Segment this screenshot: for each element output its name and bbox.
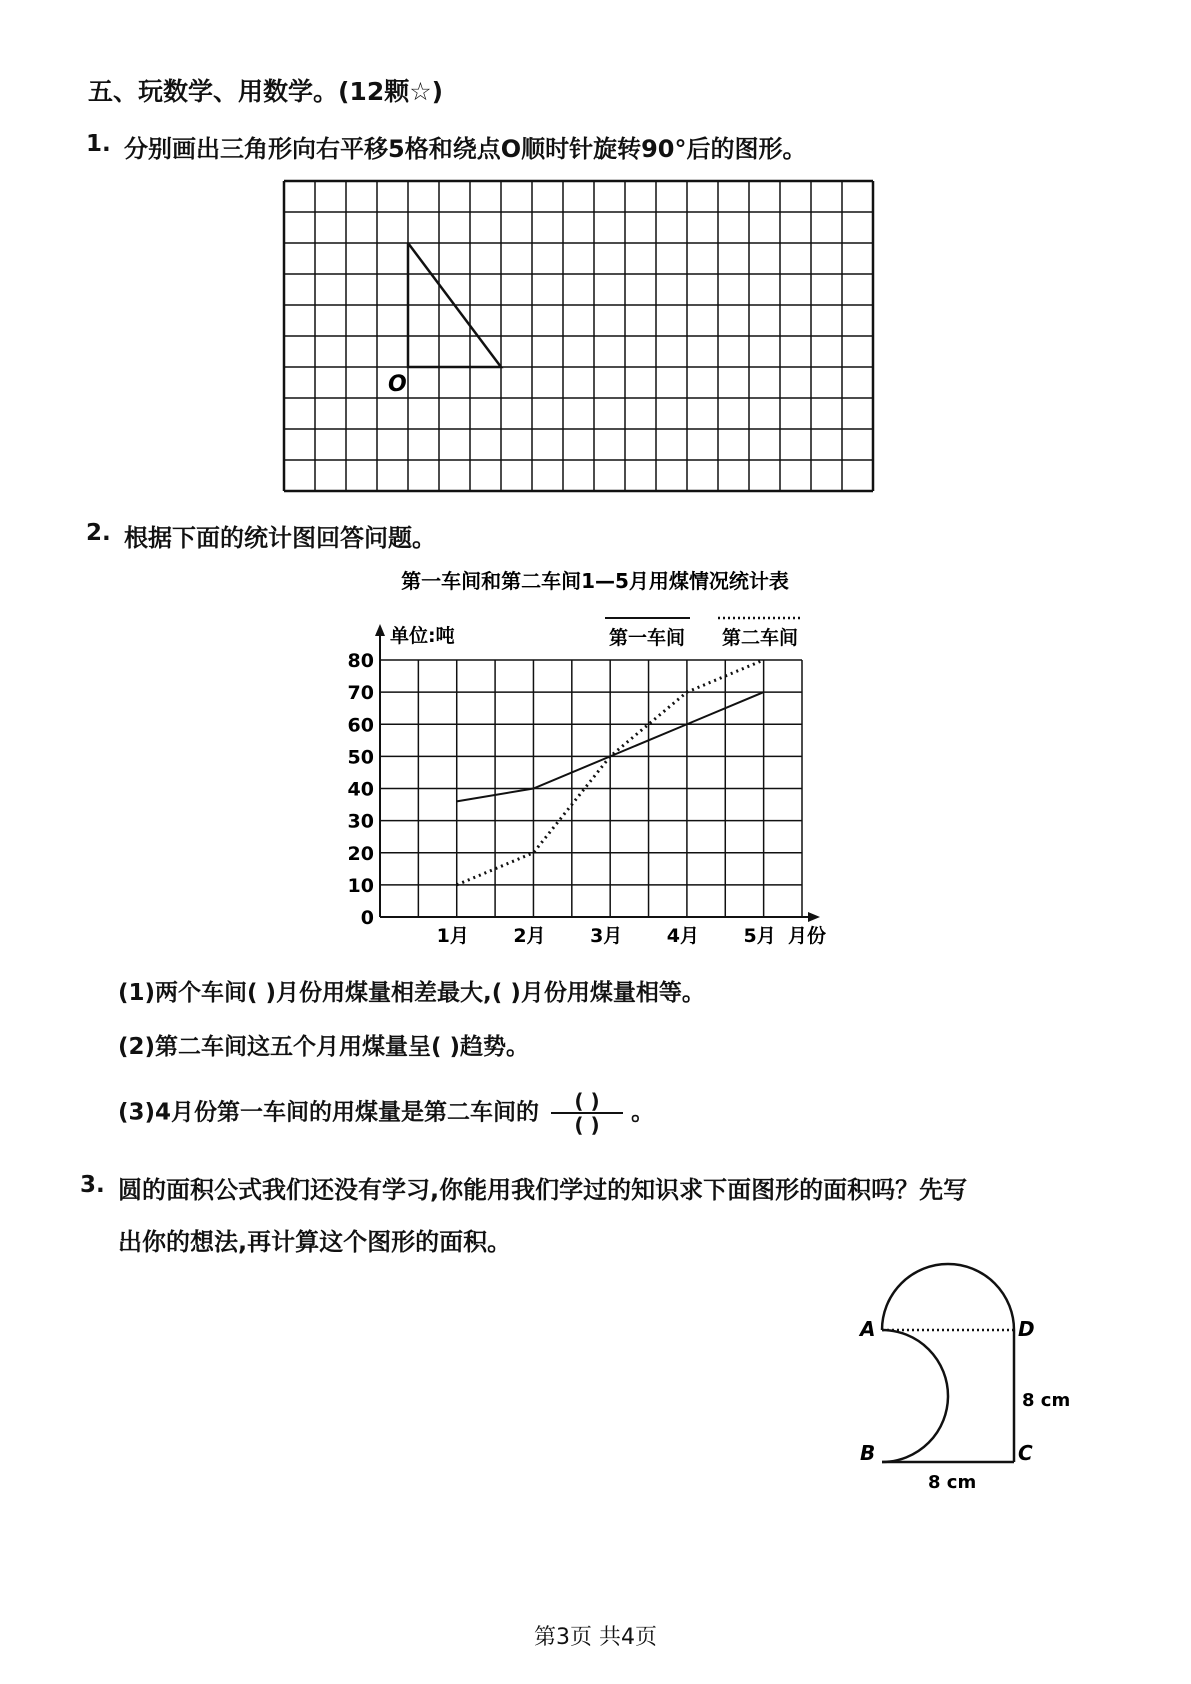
x-tick-label: 5月 [743,925,776,947]
legend-series-2: 第二车间 [721,627,799,649]
label-bottom-length: 8 cm [928,1472,977,1493]
y-tick-label: 40 [347,778,374,801]
q3-shape-figure [850,1260,1080,1505]
chart-title: 第一车间和第二车间1—5月用煤情况统计表 [401,569,789,593]
label-side-length: 8 cm [1022,1390,1071,1411]
x-tick-label: 4月 [666,925,700,947]
label-c: C [1018,1441,1033,1465]
chart-y-unit: 单位:吨 [390,625,455,647]
q2-number: 2. [86,520,111,546]
y-tick-label: 10 [347,874,374,897]
y-tick-label: 20 [347,842,374,865]
y-axis-arrow [375,624,385,636]
page-footer: 第3页 共4页 [534,1625,657,1650]
label-b: B [860,1441,876,1465]
section-title: 五、玩数学、用数学。(12颗☆) [88,77,444,106]
chart-y-ticks [348,650,374,929]
fraction-numerator: ( ) [574,1089,600,1113]
q2-sub2: (2)第二车间这五个月用煤量呈( )趋势。 [118,1034,530,1060]
legend-series-1: 第一车间 [608,627,686,649]
y-tick-label: 80 [347,650,374,672]
q1-point-o: O [388,372,407,397]
chart-x-label: 月份 [788,925,827,947]
q1-number: 1. [86,131,111,157]
q3-text-line1: 圆的面积公式我们还没有学习,你能用我们学过的知识求下面图形的面积吗？先写 [118,1176,968,1204]
chart-x-ticks [437,925,776,947]
y-tick-label: 60 [347,714,374,737]
coal-usage-chart [340,560,860,960]
label-a: A [860,1317,876,1341]
label-d: D [1018,1317,1035,1341]
x-tick-label: 3月 [590,925,623,947]
q2-sub1: (1)两个车间( )月份用煤量相差最大,( )月份用煤量相等。 [118,980,705,1006]
q1-grid [284,181,873,491]
x-tick-label: 2月 [513,925,546,947]
q2-text: 根据下面的统计图回答问题。 [124,524,436,552]
q2-sub3-end: 。 [631,1099,655,1126]
chart-axes [375,624,820,922]
top-semicircle [882,1264,1014,1330]
q1-text: 分别画出三角形向右平移5格和绕点O顺时针旋转90°后的图形。 [124,135,807,163]
q1-grid-figure [280,175,880,500]
y-tick-label: 0 [360,907,374,929]
q2-sub3: (3)4月份第一车间的用煤量是第二车间的 [118,1099,540,1126]
q2-fraction-blank [551,1090,623,1136]
y-tick-label: 30 [347,810,374,833]
inner-semicircle [882,1330,948,1462]
q3-text-line2: 出你的想法,再计算这个图形的面积。 [118,1228,512,1256]
q3-number: 3. [80,1172,105,1198]
y-tick-label: 70 [347,682,374,705]
q2-sub3-line [118,1090,654,1136]
y-tick-label: 50 [347,746,374,769]
fraction-denominator: ( ) [574,1113,600,1137]
x-tick-label: 1月 [436,925,469,947]
chart-grid [380,660,802,917]
x-axis-arrow [808,912,820,922]
